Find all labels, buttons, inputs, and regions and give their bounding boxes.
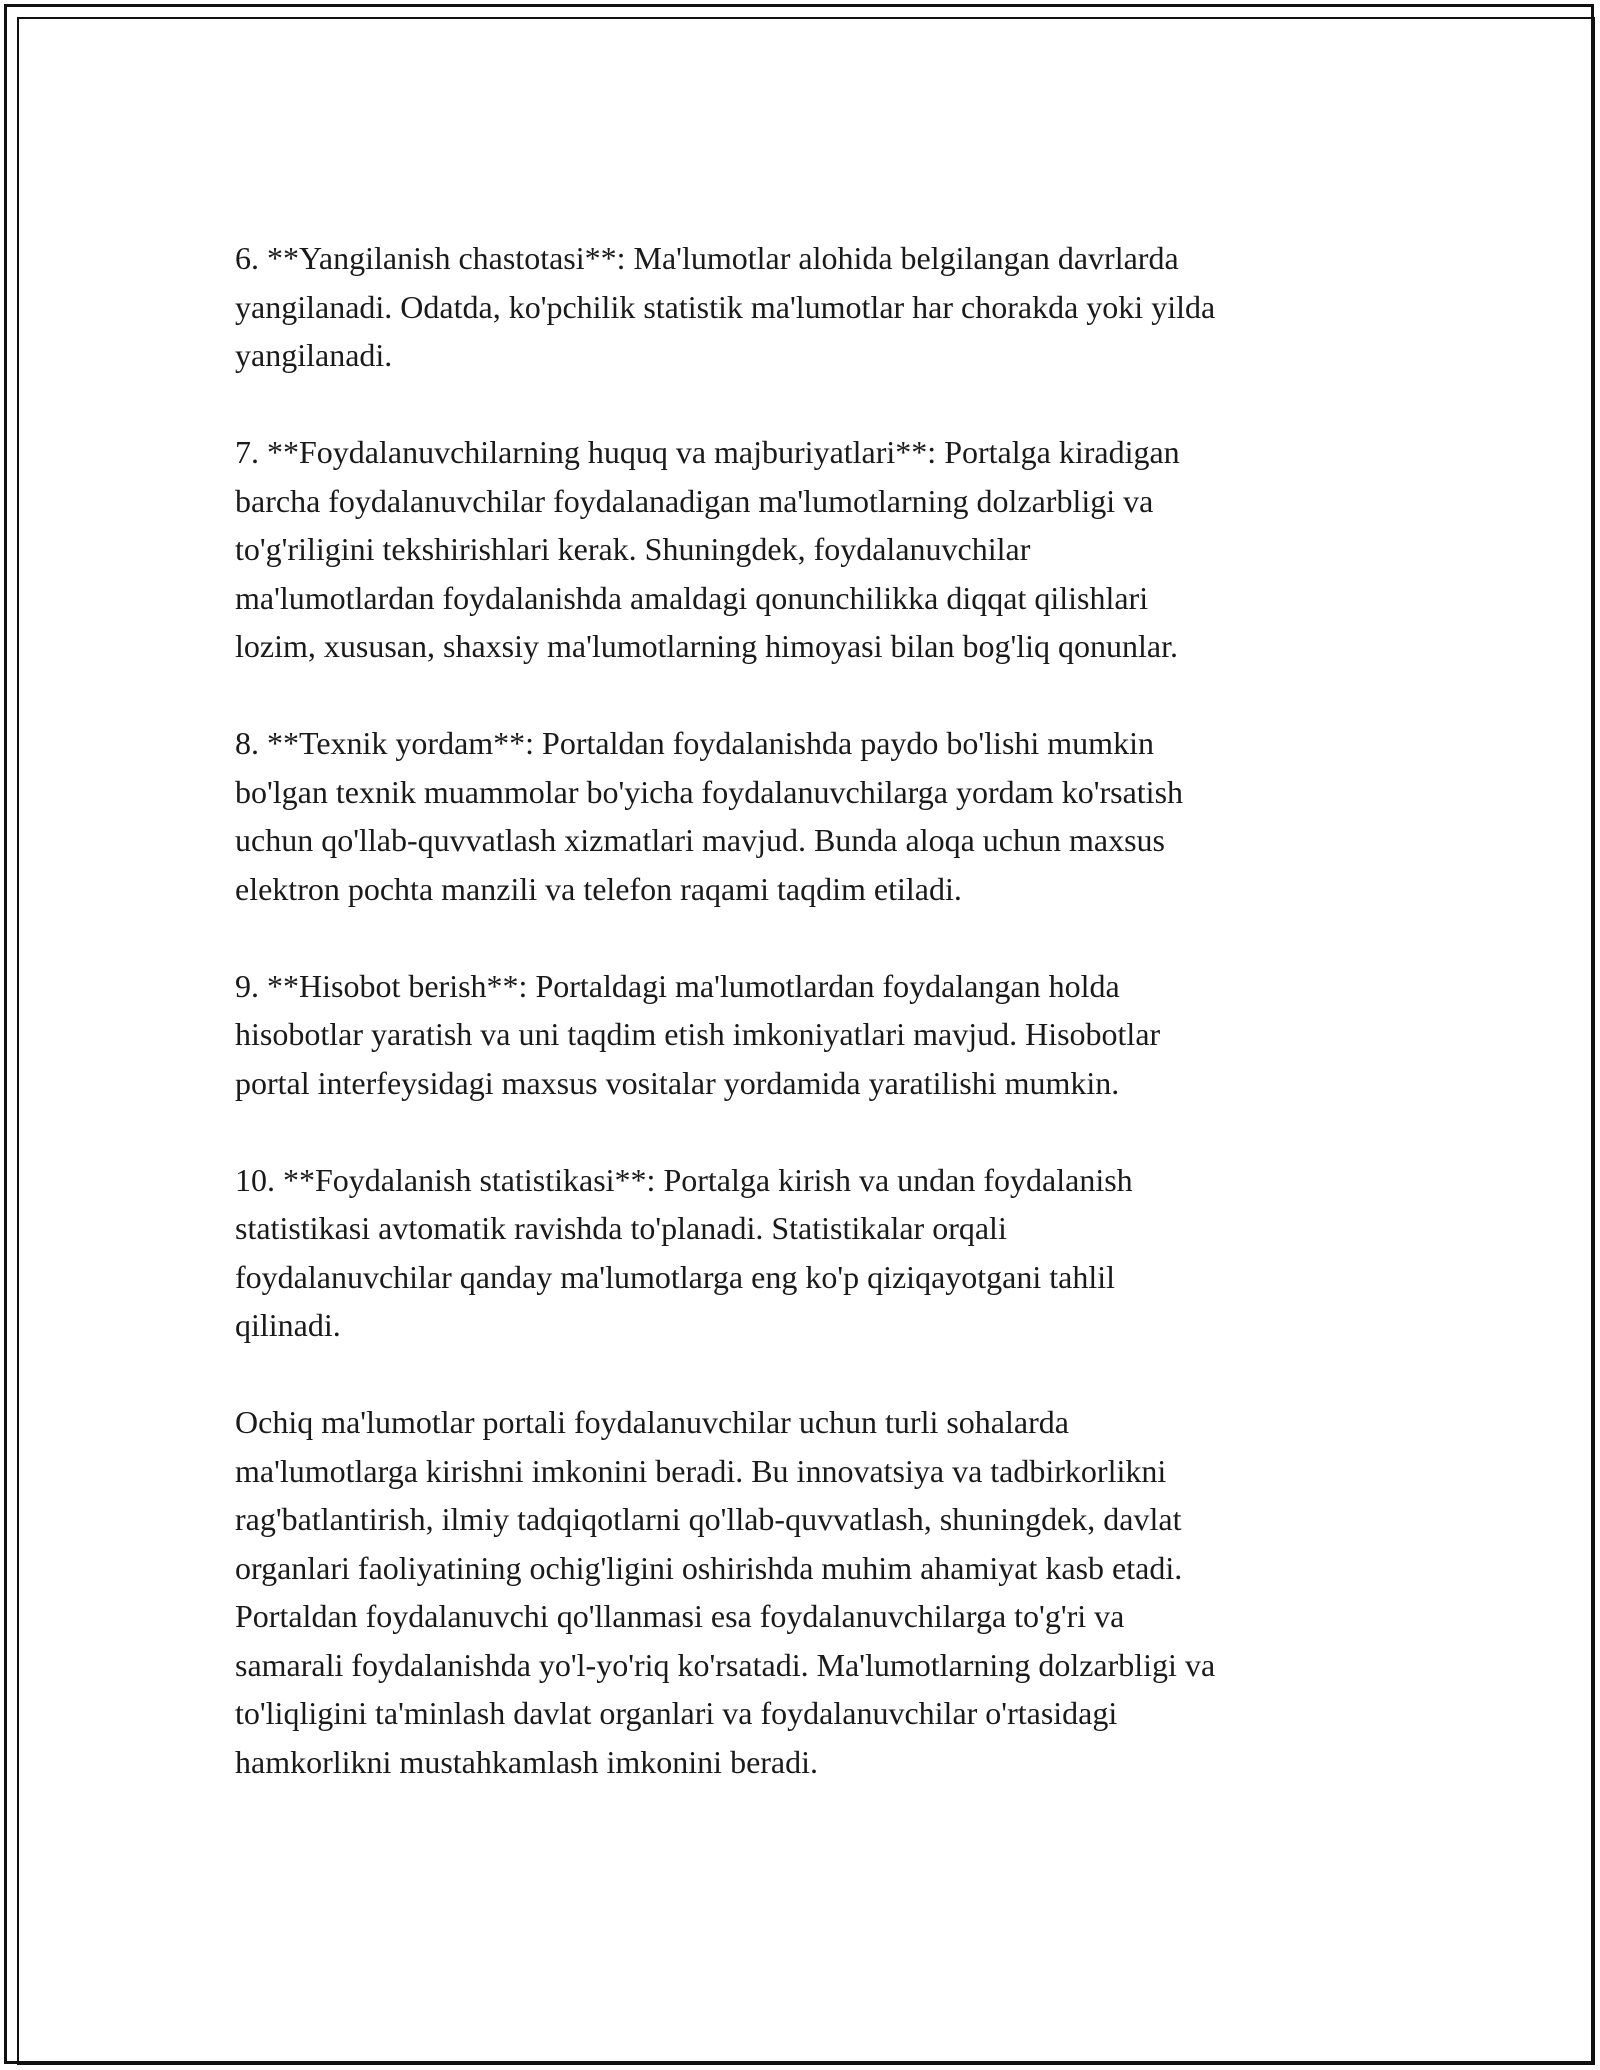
paragraph-update-frequency: 6. **Yangilanish chastotasi**: Ma'lumotlar alohida belgilangan davrlarda yangilanadi. Odatda, ko'pchilik statistik ma'lumotlar har chorakda yoki yilda yangilanadi. [235, 240, 1216, 373]
paragraph-conclusion: Ochiq ma'lumotlar portali foydalanuvchilar uchun turli sohalarda ma'lumotlarga kirishni imkonini beradi. Bu innovatsiya va tadbirkorlikni rag'batlantirish, ilmiy tadqiqotlarni qo'llab-quvvatlash, shuningdek, davlat organlari faoliyatining ochig'ligini oshirishda muhim ahamiyat kasb etadi. Portaldan foydalanuvchi qo'llanmasi esa foydalanuvchilarga to'g'ri va samarali foydalanishda yo'l-yo'riq ko'rsatadi. Ma'lumotlarning dolzarbligi va to'liqligini ta'minlash davlat organlari va foydalanuvchilar o'rtasidagi hamkorlikni mustahkamlash imkonini beradi. [235, 1404, 1216, 1780]
document-body [235, 234, 1365, 1835]
paragraph-user-rights: 7. **Foydalanuvchilarning huquq va majburiyatlari**: Portalga kiradigan barcha foydalanuvchilar foydalanadigan ma'lumotlarning dolzarbligi va to'g'riligini tekshirishlari kerak. Shuningdek, foydalanuvchilar ma'lumotlardan foydalanishda amaldagi qonunchilikka diqqat qilishlari lozim, xususan, shaxsiy ma'lumotlarning himoyasi bilan bog'liq qonunlar. [235, 434, 1180, 664]
paragraph-usage-statistics: 10. **Foydalanish statistikasi**: Portalga kirish va undan foydalanish statistikasi avtomatik ravishda to'planadi. Statistikalar orqali foydalanuvchilar qanday ma'lumotlarga eng ko'p qiziqayotgani tahlil qilinadi. [235, 1161, 1133, 1343]
paragraph-reporting: 9. **Hisobot berish**: Portaldagi ma'lumotlardan foydalangan holda hisobotlar yaratish va uni taqdim etish imkoniyatlari mavjud. Hisobotlar portal interfeysidagi maxsus vositalar yordamida yaratilishi mumkin. [235, 967, 1161, 1101]
paragraph-technical-support: 8. **Texnik yordam**: Portaldan foydalanishda paydo bo'lishi mumkin bo'lgan texnik muammolar bo'yicha foydalanuvchilarga yordam ko'rsatish uchun qo'llab-quvvatlash xizmatlari mavjud. Bunda aloqa uchun maxsus elektron pochta manzili va telefon raqami taqdim etiladi. [235, 725, 1184, 907]
